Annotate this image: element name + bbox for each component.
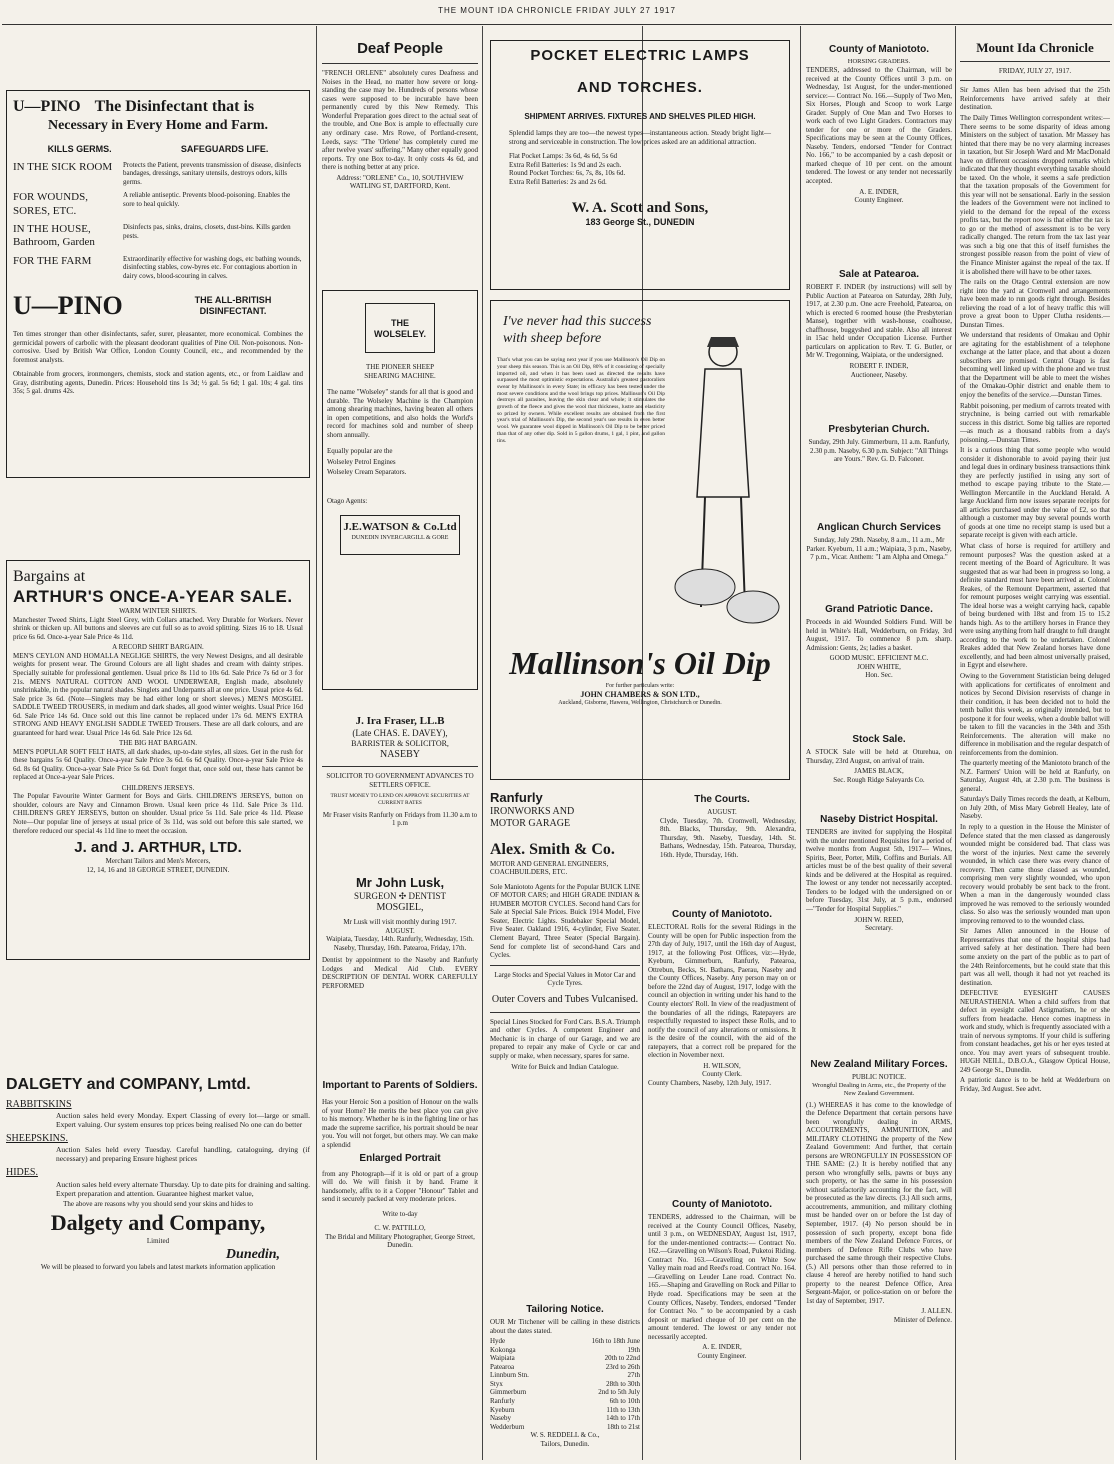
masthead: THE MOUNT IDA CHRONICLE FRIDAY JULY 27 1917 bbox=[438, 6, 676, 15]
mallinson-agents-intro: For further particulars write: bbox=[605, 682, 675, 689]
hospital-title: Naseby District Hospital. bbox=[820, 814, 938, 825]
wolseley-logo: THE WOLSELEY. bbox=[365, 303, 435, 353]
horsing-notice bbox=[806, 40, 952, 205]
fraser-solicitor: SOLICITOR TO GOVERNMENT ADVANCES TO SETTLERS OFFICE. bbox=[326, 772, 474, 789]
wolseley-agents: Otago Agents: bbox=[327, 496, 368, 505]
arthur-firm: J. and J. ARTHUR, LTD. bbox=[74, 839, 242, 857]
deaf-title: Deaf People bbox=[357, 40, 443, 57]
chronicle-paragraph: In reply to a question in the House the Minister of Defence stated that the men classed as dangerously wounded might be considered bad. That class was the worst of the injuries. Next came the severely wounded, in which case there was every chance of recovery. Then came those classed as wounded, comprising men very slightly wounded, who upon recovery would probably be sent back to the front. When a man in the dangerously wounded class improved he was removed to the seriously wounded class. So also was the seriously wounded man upon improving removed to to the wounded class. bbox=[960, 823, 1110, 925]
upino-use-text: A reliable antiseptic. Prevents blood-poisoning. Enables the sore to heal quickly. bbox=[123, 191, 291, 208]
chronicle-paragraph: Sir James Allen has been advised that the 25th Reinforcements have arrived safely at their destination. bbox=[960, 86, 1110, 112]
lamps-price: Flat Pocket Lamps: 3s 6d, 4s 6d, 5s 6d bbox=[509, 152, 618, 161]
chronicle-title: Mount Ida Chronicle bbox=[976, 40, 1094, 55]
tailoring-notice bbox=[490, 1300, 640, 1448]
lamps-title2: AND TORCHES. bbox=[577, 79, 703, 97]
dance-notice bbox=[806, 600, 952, 680]
horsing-sub: HORSING GRADERS. bbox=[847, 58, 911, 66]
chronicle-paragraph: What class of horse is required for artillery and remount purposes? Was the question asked at a recent meeting of the Board of Agriculture. It was suggested that as war had been in progress so long, a definite standard must have been arrived at. Colonel Reakes, of the Remount Department, asserted that for remount purposes weight carrying was essential. The ideal horse was a weight carrying hack, capable of being burdened with 18st and from 15 to 15.2 hands high. As to the artillery horses in France they were using anything from half draught to full draught according to the work to be undertaken. Colonel Reakes added that New Zealand horses have done excellently, and had been almost universally praised, in Egypt and elsewhere. bbox=[960, 542, 1110, 670]
parents-sig-address: The Bridal and Military Photographer, George Street, Dunedin. bbox=[325, 1232, 475, 1250]
tailoring-row: Naseby 14th to 17th bbox=[490, 1414, 640, 1423]
patearoa-sale-title: Sale at Patearoa. bbox=[838, 269, 920, 280]
column-divider bbox=[316, 26, 317, 1460]
arthur-section-text: MEN'S CEYLON AND HOMALLA NEGLIGE SHIRTS, the very Newest Designs, and all desirable weights for present wear. The Ground Colours are all light shades and cream with dainty stripes. Specially suitable for professional gentlemen. Usual price 8s 11d to 10s 6d. Sale Price 7s 6d or 3 for 21s. MEN'S NATURAL COTTON AND WOOL UNDERWEAR, English made, absolutely unshrinkable, in the popular natural shades. Singlets and Underpants all at one price. Usual price 4s 6d. Sale price 3s 6d. (Note—Singlets may be had either long or short sleeves.) MEN'S MOSGIEL SADDLE TWEED TROUSERS, in medium and dark shades, all good winter weights. Usual Price 16d 6d. Sale Price 14s 6d. Once sold out this line cannot be replaced under 17s 6d. MEN'S EXTRA STRONG AND HEAVY ENGLISH SADDLE TWEED Trousers. These are all dark colours, and are guaranteed for hard wear. Usual Price 14s 6d. Sale Price 12s 6d. bbox=[13, 651, 303, 737]
fraser-ad bbox=[322, 715, 478, 828]
parents-sig-name: C. W. PATTILLO, bbox=[374, 1224, 426, 1233]
courts-title: The Courts. bbox=[694, 794, 750, 805]
lamps-text: Splendid lamps they are too—the newest types—instantaneous action. Steady bright light—strong and serviceable in construction. The low prices asked are an additional attraction. bbox=[509, 129, 771, 146]
ranfurly-text2: Large Stocks and Special Values in Motor Car and Cycle Tyres. bbox=[494, 970, 636, 988]
lamps-ad bbox=[490, 40, 790, 290]
watson-name: J.E.WATSON & Co.Ltd bbox=[343, 521, 457, 534]
tailoring-row: Kyeburn 11th to 13th bbox=[490, 1405, 640, 1414]
arthur-section-head: WARM WINTER SHIRTS. bbox=[119, 607, 197, 616]
chronicle-editorial bbox=[960, 40, 1110, 1460]
arthur-section-text: The Popular Favourite Winter Garment for Boys and Girls. CHILDREN'S JERSEYS, button on shoulder, colours are Navy and Cinnamon Brown. Usual keen price 4s 11d. Sale Price 3s 11d. CHILDREN'S GREY JERSEYS, button on shoulder. Usual price 5s 11d. Sale price 4s 11d. Please Note—Our popular line of jerseys at usual price of 3s 11d, was sold out before this sale started, we therefore reduced our special 4s 11d line to meet the occasion. bbox=[13, 792, 303, 835]
tailoring-row: Wedderburn 18th to 21st bbox=[490, 1422, 640, 1431]
dalgety-hides-text: Auction sales held every alternate Thursday. Up to date pits for draining and salting. Expert preparation and attention. Guarantee highest market value, bbox=[56, 1179, 310, 1198]
upino-brand: U—PINO bbox=[13, 291, 123, 321]
mallinson-ad bbox=[490, 300, 790, 780]
column-divider bbox=[955, 26, 956, 1460]
lamps-firm: W. A. Scott and Sons, bbox=[571, 199, 709, 216]
chronicle-paragraph: The quarterly meeting of the Maniototo branch of the N.Z. Farmers' Union will be held at Ranfurly, on Saturday, August 4th, at 2.30 p.m. The business is general. bbox=[960, 759, 1110, 793]
wolseley-head1: THE PIONEER SHEEP bbox=[365, 363, 435, 371]
column-divider bbox=[800, 26, 801, 1460]
upino-title-line2: Necessary in Every Home and Farm. bbox=[47, 117, 269, 133]
mallinson-agents-towns: Auckland, Gisborne, Hawera, Wellington, Christchurch or Dunedin. bbox=[558, 699, 722, 706]
lusk-name: Mr John Lusk, bbox=[355, 875, 445, 890]
parents-ad bbox=[322, 1080, 478, 1250]
county-tenders-sig-title: County Engineer. bbox=[697, 1351, 747, 1360]
deaf-text: "FRENCH ORLENE" absolutely cures Deafness and Noises in the Head, no matter how severe or long-standing the case may be. Hundreds of persons whose cases were supposed to be incurable have been permanently cured by this New Remedy. This Wonderful Preparation goes direct to the actual seat of the trouble, and One Box is ample to effectually cure any ordinary case. Mrs Rowe, of Portland-cresent, Leeds, says: "The 'Orlene' has completely cured me after twelve years' suffering." Many other equally good reports. Try one Box to-day. It only costs 4s 6d, and there is nothing better at any price. bbox=[322, 69, 478, 172]
lamps-price: Round Pocket Torches: 6s, 7s, 8s, 10s 6d. bbox=[509, 169, 626, 178]
masthead-rule bbox=[2, 24, 1112, 25]
tailoring-row: Gimmerburn 2nd to 5th July bbox=[490, 1388, 640, 1397]
tailoring-sig-town: Tailors, Dunedin. bbox=[540, 1439, 590, 1448]
county-tenders-sig: A. E. INDER, bbox=[702, 1343, 742, 1352]
tailoring-title: Tailoring Notice. bbox=[526, 1304, 604, 1315]
dalgety-footer: We will be pleased to forward you labels and latest markets information application bbox=[40, 1262, 276, 1271]
mallinson-quote: I've never had this success with sheep before bbox=[503, 314, 652, 347]
dalgety-big-name: Dalgety and Company, bbox=[50, 1210, 266, 1236]
ranfurly-town: Ranfurly bbox=[490, 790, 543, 805]
upino-use-where: FOR THE FARM bbox=[13, 254, 92, 267]
upino-title-right: The Disinfectant that is bbox=[94, 98, 255, 115]
anglican-notice bbox=[806, 518, 952, 564]
dance-good-music: GOOD MUSIC. EFFICIENT M.C. bbox=[829, 654, 929, 663]
military-notice bbox=[806, 1055, 952, 1324]
farmer-illustration bbox=[665, 307, 783, 640]
parents-text: Has your Heroic Son a position of Honour on the walls of your Home? He merits the best place you can give to his memory. Whether he is in the fighting line or has made the supreme sacrifice, his portrait should be near you. You will not forget, but others may. We can make a splendid bbox=[322, 1098, 478, 1149]
patearoa-sale-text: ROBERT F. INDER (by instructions) will sell by Public Auction at Patearoa on Saturday, 28th July, 1917, at 2.30 p.m. One acre Freehold, Patearoa, on which is erected 6 roomed house (the Presbyterian Manse), together with wash-house, coalhouse, chaffhouse, buggyshed and stable. Also all interest in 15ac held under Occupation License. Further particulars on application to Rev. T. G. Butler, or Mr W. Tregonning, Waipiata, or the undersigned. bbox=[806, 283, 952, 360]
hospital-sig: JOHN W. REED, bbox=[854, 915, 904, 924]
arthur-section-head: CHILDREN'S JERSEYS. bbox=[121, 783, 195, 792]
chronicle-paragraph: DEFECTIVE EYESIGHT CAUSES NEURASTHENIA. When a child suffers from that defect in eyesight called Astigmatism, he or she suffers from headache. Hence comes inaptness in work and study, which is frequently associated with a train of nervous symptoms. If your child is suffering from constant headaches, get his or her eyes tested at once. You may avert years of subsequent trouble. HUGH NEILL, D.B.O.A., Glasgow Optical House, 249 George St., Dunedin. bbox=[960, 989, 1110, 1074]
upino-tag-safeguards: SAFEGUARDS LIFE. bbox=[180, 143, 269, 154]
lamps-title1: POCKET ELECTRIC LAMPS bbox=[530, 47, 750, 64]
courts-notice bbox=[648, 790, 796, 861]
chronicle-paragraph: It is a curious thing that some people who would consider it dishonorable to avoid paying their just and legal dues in ordinary business transactions think they are perfectly justified in using any sort of method to escape paying tribute to the State.—Wellington Mercantile in the Auckland Herald. A large Auckland firm now issues separate receipts for all articles purchased under the value of £2, so that although a customer may buy several pounds worth of goods at one time no receipt stamp is used but a separate receipt is given with each article. bbox=[960, 446, 1110, 540]
patearoa-sale-sig-title: Auctioneer, Naseby. bbox=[850, 370, 908, 379]
tailoring-row: Kokonga 19th bbox=[490, 1345, 640, 1354]
dance-text: Proceeds in aid Wounded Soldiers Fund. Will be held in White's Hall, Wedderburn, on Friday, 3rd August, 1917. To commence 8 p.m. sharp. Admission: Gents, 2s; ladies a basket. bbox=[806, 618, 952, 652]
watson-logo bbox=[340, 515, 460, 555]
military-sub: Wrongful Dealing in Arms, etc., the Property of the New Zealand Government. bbox=[812, 1081, 946, 1097]
fraser-prof: BARRISTER & SOLICITOR, bbox=[351, 739, 449, 749]
upino-ad bbox=[6, 90, 310, 478]
military-sig: J. ALLEN. bbox=[921, 1307, 952, 1316]
tailoring-sig: W. S. REDDELL & Co., bbox=[530, 1431, 600, 1440]
fraser-name: J. Ira Fraser, LL.B bbox=[355, 715, 445, 727]
wolseley-popular: Equally popular are the bbox=[327, 447, 393, 456]
upino-brand-sub: THE ALL-BRITISH DISINFECTANT. bbox=[194, 295, 272, 317]
upino-use-text: Protects the Patient, prevents transmission of disease, disinfects bandages, dressings, sanitary utensils, destroys odors, kills germs. bbox=[123, 160, 302, 186]
watson-towns: DUNEDIN INVERCARGILL & GORE bbox=[351, 534, 449, 541]
upino-title-left: U—PINO bbox=[13, 98, 81, 115]
tailoring-row: Patearoa 23rd to 26th bbox=[490, 1362, 640, 1371]
ranfurly-firm: Alex. Smith & Co. bbox=[490, 841, 615, 859]
arthur-section-head: THE BIG HAT BARGAIN. bbox=[118, 739, 198, 748]
upino-body: Ten times stronger than other disinfectants, safer, surer, pleasanter, more economical. Combines the germicidal powers of carbolic with the pleasant deodorant qualities of Pine Oil. Non-poisonous. Non-corrosive. Used by British War Office, London County Council, etc., and recommended by the foremost analysts. bbox=[13, 330, 303, 364]
county-roll-date: County Chambers, Naseby, 12th July, 1917. bbox=[648, 1078, 771, 1087]
lusk-text: Dentist by appointment to the Naseby and Ranfurly Lodges and Medical Aid Club. EVERY DESCRIPTION OF DENTAL WORK CAREFULLY PERFORMED bbox=[322, 956, 478, 990]
dalgety-ad bbox=[6, 1075, 310, 1395]
chronicle-paragraph: The Daily Times Wellington correspondent writes:—There seems to be some disparity of ideas among Ministers on the subject of taxation. Mr Massey has hinted that there may be no very alarming increases in taxation, but Sir Joseph Ward and Mr MacDonald have on different occasions dropped remarks which indicated that they thought everything taxable should be taxed. On the whole, it seems a safe prediction that the taxation proposals of the Government for this year will not be sensational. Early in the session the leaders of the Government were not inclined to yield to the demand for the repeal of the excess profits tax, but the report now is that either the tax is to go or the method of assessment is to be very radically changed. The return from the tax last year was such a big one that this of itself furnishes the strongest possible reason from the point of view of the Finance Minister against the repeal of the tax. If it is abolished there will have to be other taxes. bbox=[960, 113, 1110, 276]
parents-title: Important to Parents of Soldiers. bbox=[322, 1080, 478, 1091]
fraser-visit: Mr Fraser visits Ranfurly on Fridays from 11.30 a.m to 1 p.m bbox=[322, 810, 478, 828]
dalgety-sheepskins: SHEEPSKINS. bbox=[6, 1132, 68, 1144]
county-tenders-text: TENDERS, addressed to the Chairman, will be received at the County Council Offices, Naseby, until 3 p.m., on WEDNESDAY, August 1st, 1917, for the under-mentioned contracts:— Contract No. 162.—Gravelling on Wilson's Road, Puketoi Riding. Contract No. 163.—Gravelling on White Sow Valley main road and Reed's road. Contract No. 164.—Gravelling on Leuder Lane road. Contract No. 165.—Shaping and Gravelling on Rock and Pillar to Hyde road. Specifications may be seen at the County Offices, Naseby. Tenders, endorsed "Tender for Contract No. " to be accompanied by a cash deposit or marked cheque of 10 per cent on the amount tendered. The lowest or any tender not necessarily accepted. bbox=[648, 1213, 796, 1341]
lamps-address: 183 George St., DUNEDIN bbox=[585, 216, 695, 227]
deaf-ad bbox=[322, 40, 478, 193]
wolseley-text: The name "Wolseley" stands for all that is good and durable. The Wolseley Machine is the Champion among shearing machines, having beaten all others in open competitions, and also holds the World's record for machines sold and number of sheep shorn annually. bbox=[327, 388, 473, 439]
chronicle-paragraph: Rabbit poisoning, per medium of carrots treated with strychnine, is being carried out with remarkable success in this district. Some big tallies are reported—as much as a thousand rabbits from a day's poisoning.—Dunstan Times. bbox=[960, 401, 1110, 444]
chronicle-paragraph: Sir James Allen announced in the House of Representatives that one of the hospital ships had arrived safely at her destination. There had been some anxiety on the part of the public as to part of the 24th Reinforcements, but he could state that this part was all well, though it had not yet reached its destination. bbox=[960, 927, 1110, 987]
arthur-section-head: A RECORD SHIRT BARGAIN. bbox=[112, 643, 204, 652]
tailoring-intro: OUR Mr Titchener will be calling in these districts about the dates stated. bbox=[490, 1318, 640, 1335]
lusk-visit: Mr Lusk will visit monthly during 1917. bbox=[343, 918, 457, 927]
dance-title: Grand Patriotic Dance. bbox=[825, 604, 933, 615]
chronicle-paragraph: We understand that residents of Omakau and Ophir are agitating for the establishment of a telephone exchange at the latter place, and that about a dozen subscribers are promised. Central Otago is fast becoming well linked up with the phone and we trust that the Department will be able to meet the wishes of the Omakau-Ophir district and enable them to enjoy the benefits of the service.—Dunstan Times. bbox=[960, 331, 1110, 399]
fraser-late: (Late CHAS. E. DAVEY), bbox=[352, 728, 448, 739]
lamps-sub: SHIPMENT ARRIVES. FIXTURES AND SHELVES PILED HIGH. bbox=[524, 111, 756, 121]
dalgety-town: Dunedin, bbox=[225, 1246, 280, 1262]
tailoring-row: Styx 28th to 30th bbox=[490, 1379, 640, 1388]
hospital-notice bbox=[806, 810, 952, 933]
chronicle-paragraph: A patriotic dance is to be held at Wedderburn on Friday, 3rd August. See advt. bbox=[960, 1076, 1110, 1093]
lamps-price: Extra Refil Batteries: 2s and 2s 6d. bbox=[509, 178, 607, 186]
upino-use-where: IN THE SICK ROOM bbox=[13, 160, 113, 173]
horsing-sig-title: County Engineer. bbox=[854, 196, 904, 205]
presbyterian-text: Sunday, 29th July. Gimmerburn, 11 a.m. Ranfurly, 2.30 p.m. Naseby, 6.30 p.m. Subject: "All Things are Yours." Rev. G. D. Falconer. bbox=[808, 438, 950, 464]
military-public-notice: PUBLIC NOTICE. bbox=[851, 1073, 907, 1082]
county-tenders-notice bbox=[648, 1195, 796, 1360]
column-divider bbox=[482, 26, 483, 1460]
tailoring-row: Ranfurly 6th to 10th bbox=[490, 1396, 640, 1405]
deaf-address: Address: "ORLENE" Co., 10, SOUTHVIEW WATLING ST, DARTFORD, Kent. bbox=[336, 173, 464, 191]
lusk-ad bbox=[322, 875, 478, 992]
dalgety-hides: HIDES. bbox=[6, 1167, 38, 1179]
horsing-title: County of Maniototo. bbox=[829, 44, 929, 55]
military-sig-title: Minister of Defence. bbox=[893, 1315, 952, 1324]
hospital-text: TENDERS are invited for supplying the Hospital with the under mentioned Requisites for a period of twelve months from August 5th, 1917— Wines, Spirits, Beer, Porter, Milk, Coffins and Burials. All articles must be of the best quality of their several kinds and be delivered at the Hospital as required. The lowest or any tender not necessarily accepted. Tenders to be lodged with the undersigned on or before Tuesday, 31st July, at 5 p.m., endorsed—"Tender for Hospital Supplies." bbox=[806, 828, 952, 913]
chronicle-paragraph: Saturday's Daily Times records the death, at Kelburn, on July 20th, of Miss Mary Gebrell Healey, late of Naseby. bbox=[960, 795, 1110, 821]
dance-sig: JOHN WHITE, bbox=[857, 662, 901, 671]
mallinson-agents: JOHN CHAMBERS & SON LTD., bbox=[580, 689, 700, 699]
county-roll-notice bbox=[648, 905, 796, 1089]
upino-tag-kills: KILLS GERMS. bbox=[47, 143, 112, 154]
tailoring-row: Hyde 16th to 18th June bbox=[490, 1337, 640, 1346]
patearoa-sale-notice bbox=[806, 265, 952, 379]
stock-sale-notice bbox=[806, 730, 952, 784]
chronicle-paragraph: Owing to the Government Statistician being deluged with applications for certificates of enrolment and notices by Second Division reservists of change in their condition, it has been decided not to hold the tenth ballot this week, as originally intended, but to postpone it for four weeks, when a double ballot will be taken to fill the vacancies in the 34th and 35th Reinforcements. The alteration will make no difference in mobilisation and the regular despatch of reinforcements from the dominion. bbox=[960, 671, 1110, 757]
presbyterian-notice bbox=[806, 420, 952, 466]
dalgety-title: DALGETY and COMPANY, Lmtd. bbox=[6, 1076, 251, 1093]
lamps-price: Extra Refil Batteries: 1s 9d and 2s each. bbox=[509, 160, 622, 169]
dalgety-reasons: The above are reasons why you should send your skins and hides to bbox=[63, 1199, 253, 1208]
wolseley-separators: Wolseley Cream Separators. bbox=[327, 468, 407, 477]
parents-write: Write to-day bbox=[382, 1209, 418, 1218]
farmer-with-sheep-icon bbox=[665, 307, 783, 637]
ranfurly-ad bbox=[490, 790, 640, 1073]
chronicle-date: FRIDAY, JULY 27, 1917. bbox=[998, 66, 1072, 75]
lusk-town: MOSGIEL, bbox=[376, 901, 424, 913]
ranfurly-text1: Sole Maniototo Agents for the Popular BUICK LINE OF MOTOR CARS; and HIGH GRADE INDIAN & HUMBER MOTOR CYCLES. Second hand Cars for Sale at Special Sale Prices. Buick 1914 Model, Five Seater, Electric Lights. Studebaker Special Model, Five Seater. Oakland 1916, 4-cylinder, Five Seater. Clement Bayard, Three Seater (Special Bargain). Send for complete list of second-hand Cars and Cycles. bbox=[490, 882, 640, 960]
wolseley-ad bbox=[322, 290, 478, 690]
parents-enlarged-text: from any Photograph—if it is old or part of a group will do. We will finish it by hand. Frame it handsomely, affix to it a Copper "Honour" Tablet and send it securely packed at very moderate prices. bbox=[322, 1169, 478, 1204]
tailoring-row: Waipiata 20th to 22nd bbox=[490, 1354, 640, 1363]
parents-enlarged: Enlarged Portrait bbox=[359, 1153, 441, 1165]
stock-sale-title: Stock Sale. bbox=[852, 734, 906, 745]
lusk-month: AUGUST. bbox=[385, 926, 415, 935]
courts-text: Clyde, Tuesday, 7th. Cromwell, Wednesday, 8th. Blacks, Thursday, 9th. Alexandra, Thursday, 9th. Naseby, Tuesday, 14th. St. Bathans, Wednesday, 15th. Patearoa, Thursday, 16th. Hyde, Thursday, 16th. bbox=[660, 816, 796, 859]
upino-use-where: IN THE HOUSE, Bathroom, Garden bbox=[13, 222, 95, 249]
horsing-text: TENDERS, addressed to the Chairman, will be received at the County Offices until 3 p.m. on Wednesday, 1st August, for the under-mentioned service:— Contract No. 166.—Supply of Two Men, Six Horses, Plough and Scoop to work Large Grader. Supply of One Man and Two Horses to work each of two Light Graders. Contractors may tender for one or more of the Graders. Specifications may be seen at the County Offices, Naseby. Tenders, endorsed "Tender for Contract No. 166," to be accompanied by a cash deposit or marked cheque of 10 per cent. on the amount tendered. The lowest or any tender not necessarily accepted. bbox=[806, 66, 952, 186]
mallinson-text: That's what you can be saying next year if you use Mallinson's Oil Dip on your sheep this season. This is an Oil Dip, 80% of it consisting of specially imported oil, and when it has been used as directed the results have surpassed the most optimistic expectations. Australia's greatest pastoralists swear by Mallinson's in every State; its efficacy has been tested under the most severe conditions and the wool brings top prices. Mallinson's Oil Dip destroys all parasites, leaving the skin clear and whole; it stimulates the growth of the fleece and gives the wool that thickness, lustre and elasticity so prized by owners. While excellent results are obtained from the first year's trial of Mallinson's Dip, the second year's use results in even better wool. We guarantee wool dipped in Mallinson's Oil Dip to be better priced than that of any other dip. Sold in 5 gallon drums, 1 gal, 1 pint, and gallon tins. bbox=[497, 357, 665, 444]
dalgety-sheepskins-text: Auction Sales held every Tuesday. Careful handling, cataloguing, drying (if necessary) and preparing Ensure highest prices bbox=[56, 1145, 310, 1164]
county-roll-text: ELECTORAL Rolls for the several Ridings in the County will be open for Public inspection from the 27th day of July, 1917, until the 16th day of August, 1917, at the following Post Offices, viz:—Hyde, Kyeburn, Gimmerburn, Ranfurly, Patearoa, Ottrebun, Becks, St. Bathans, Paerau, Naseby and the County Offices, Naseby. Any person may on or before the 22nd day of August, 1917, lodge with the council an objection in writing under his hand to the County electors' Roll. In view of the readjustment of the boundaries of all the ridings, Ratepayers are respectfully requested to inspect these Rolls, and to notify the council of any alterations or omissions. It is the desire of the council, with the aid of the ratepayers, that a correct roll be prepared for the election in November next. bbox=[648, 923, 796, 1060]
arthur-firm-sub: Merchant Tailors and Men's Mercers, bbox=[105, 857, 211, 866]
dalgety-limited: Limited bbox=[146, 1237, 170, 1246]
tailoring-row: Linnburn Stn. 27th bbox=[490, 1371, 640, 1380]
ranfurly-line1: IRONWORKS AND bbox=[490, 805, 575, 817]
wolseley-petrol: Wolseley Petrol Engines bbox=[327, 457, 396, 466]
arthur-firm-address: 12, 14, 16 and 18 GEORGE STREET, DUNEDIN. bbox=[86, 865, 230, 874]
ranfurly-text4: Special Lines Stocked for Ford Cars. B.S.A. Triumph and other Cycles. A competent Engineer and Mechanic is in charge of our Garage, and we are prepared to repair any make of Cycle or car and supply or make, when necessary, spares for same. bbox=[490, 1017, 640, 1060]
upino-use-text: Extraordinarily effective for washing dogs, etc bathing wounds, disinfecting stables, cow-byres etc. For contagious abortion in dairy cows, blood-scouring in calves. bbox=[123, 254, 302, 280]
dalgety-rabbitskins-text: Auction sales held every Monday. Expert Classing of every lot—large or small. Expert valuing. Our system ensures top prices being realised No one can do better bbox=[56, 1110, 310, 1129]
arthur-h1: Bargains at bbox=[13, 568, 86, 585]
arthur-section-text: MEN'S POPULAR SOFT FELT HATS, all dark shades, up-to-date styles, all sizes. Get in the rush for these bargains 5s 6d Quality. Once-a-year Sale Price 3s 6d. 6s 6d Quality. Once-a-year Sale Price 4s 6d. 8s 6d Quality. Once-a-year Sale Price 5s 6d. Don't forget that, once sold out, these hats cannot be replaced at Once-a-year Sale Prices. bbox=[13, 747, 303, 782]
ranfurly-text3: Outer Covers and Tubes Vulcanised. bbox=[491, 993, 639, 1005]
county-roll-sig: H. WILSON, bbox=[703, 1061, 741, 1070]
lusk-prof: SURGEON ✣ DENTIST bbox=[353, 890, 447, 901]
anglican-text: Sunday, July 29th. Naseby, 8 a.m., 11 a.m., Mr Parker. Kyeburn, 11 a.m.; Waipiata, 3 p.m., Naseby, 7 p.m., Vicar. Anthem: "I am Alpha and Omega." bbox=[806, 536, 952, 562]
hospital-sig-title: Secretary. bbox=[865, 924, 893, 933]
dance-sig-title: Hon. Sec. bbox=[865, 671, 893, 680]
arthur-h2: ARTHUR'S ONCE-A-YEAR SALE. bbox=[13, 586, 293, 606]
arthur-section-text: Manchester Tweed Shirts, Light Steel Grey, with Collars attached. Very Durable for Workers. Never shrink or thicken up. All buttons and sleeves are cut full so as to avoid splitting. Sizes 16 to 18. Usual price 6s 6d. Once-a-year Sale Price 4s 11d. bbox=[13, 615, 303, 641]
anglican-title: Anglican Church Services bbox=[817, 522, 941, 533]
military-title: New Zealand Military Forces. bbox=[810, 1059, 948, 1070]
horsing-sig: A. E. INDER, bbox=[859, 187, 899, 196]
fraser-town: NASEBY bbox=[379, 749, 420, 761]
arthur-sale-ad bbox=[6, 560, 310, 960]
stock-sale-sig: JAMES BLACK, bbox=[854, 767, 904, 776]
stock-sale-text: A STOCK Sale will be held at Oturehua, on Thursday, 23rd August, on arrival of train. bbox=[806, 748, 952, 765]
ranfurly-text5: Write for Buick and Indian Catalogue. bbox=[511, 1062, 619, 1071]
patearoa-sale-sig: ROBERT F. INDER, bbox=[849, 361, 909, 370]
county-roll-title: County of Maniototo. bbox=[672, 909, 772, 920]
fraser-trust: TRUST MONEY TO LEND ON APPROVE SECURITIES AT CURRENT RATES bbox=[330, 793, 470, 807]
dalgety-rabbitskins: RABBITSKINS bbox=[6, 1098, 72, 1110]
lusk-dates: Waipiata, Tuesday, 14th. Ranfurly, Wednesday, 15th. Naseby, Thursday, 16th. Patearoa, Friday, 17th. bbox=[326, 935, 474, 952]
county-roll-sig-title: County Clerk. bbox=[702, 1070, 742, 1079]
ranfurly-line2: MOTOR GARAGE bbox=[490, 818, 571, 830]
upino-use-where: FOR WOUNDS, SORES, ETC. bbox=[13, 191, 88, 217]
county-tenders-title: County of Maniototo. bbox=[672, 1199, 772, 1210]
courts-month: AUGUST. bbox=[707, 808, 737, 817]
military-text: (1.) WHEREAS it has come to the knowledge of the Defence Department that certain persons have been wrongfully dealing in ARMS, ACCOUTREMENTS, AMMUNITION, and MILITARY CLOTHING the property of the New Zealand Government: And further, that certain persons are WRONGFULLY IN POSSESSION OF THE SAME: (2.) It is hereby notified that any person who wrongfully sells, pawns or buys any such property, or has the same in his possession without satisfactorily accounting for the fact, will be prosecuted as the law directs. (3.) All such arms, accoutrements, ammunition, and military clothing must be handed over on or before the 1st day of September, 1917. (4) No person should be in possession of such property, except bona fide members of the New Zealand Defence Forces, or members of Defence Rifle Clubs who have purchased the same through their respective Clubs. (5.) All persons other than those referred to in clause 4 hereof are hereby notified to hand such property to the nearest Defence Office, Area Sergeant-Major, or police-station on or before the 1st day of September, 1917. bbox=[806, 1100, 952, 1305]
ranfurly-sub: MOTOR AND GENERAL ENGINEERS, COACHBUILDERS, ETC. bbox=[490, 859, 609, 877]
presbyterian-title: Presbyterian Church. bbox=[828, 424, 930, 435]
stock-sale-sig-title: Sec. Rough Ridge Saleyards Co. bbox=[833, 775, 925, 784]
wolseley-head2: SHEARING MACHINE. bbox=[364, 371, 436, 380]
mallinson-logo: Mallinson's Oil Dip bbox=[509, 644, 771, 681]
chronicle-paragraph: The rails on the Otago Central extension are now right into the yard at Cromwell and arrangements have been made to run goods right through. Besides relieving the road of a lot of heavy traffic this will prove a great boon to Upper Clutha residents.—Dunstan Times. bbox=[960, 278, 1110, 329]
upino-use-text: Disinfects pas, sinks, drains, closets, dust-bins. Kills garden pests. bbox=[123, 222, 291, 240]
upino-prices: Obtainable from grocers, ironmongers, chemists, stock and station agents, etc., or from Laidlaw and Gray, distributing agents, Dunedin. Prices: Household tins 1s 3d; ½ gal. 5s 6d; 1 gal. 10s; 4 gal. tins 35s; 5 gal. drums 42s. bbox=[13, 370, 303, 396]
